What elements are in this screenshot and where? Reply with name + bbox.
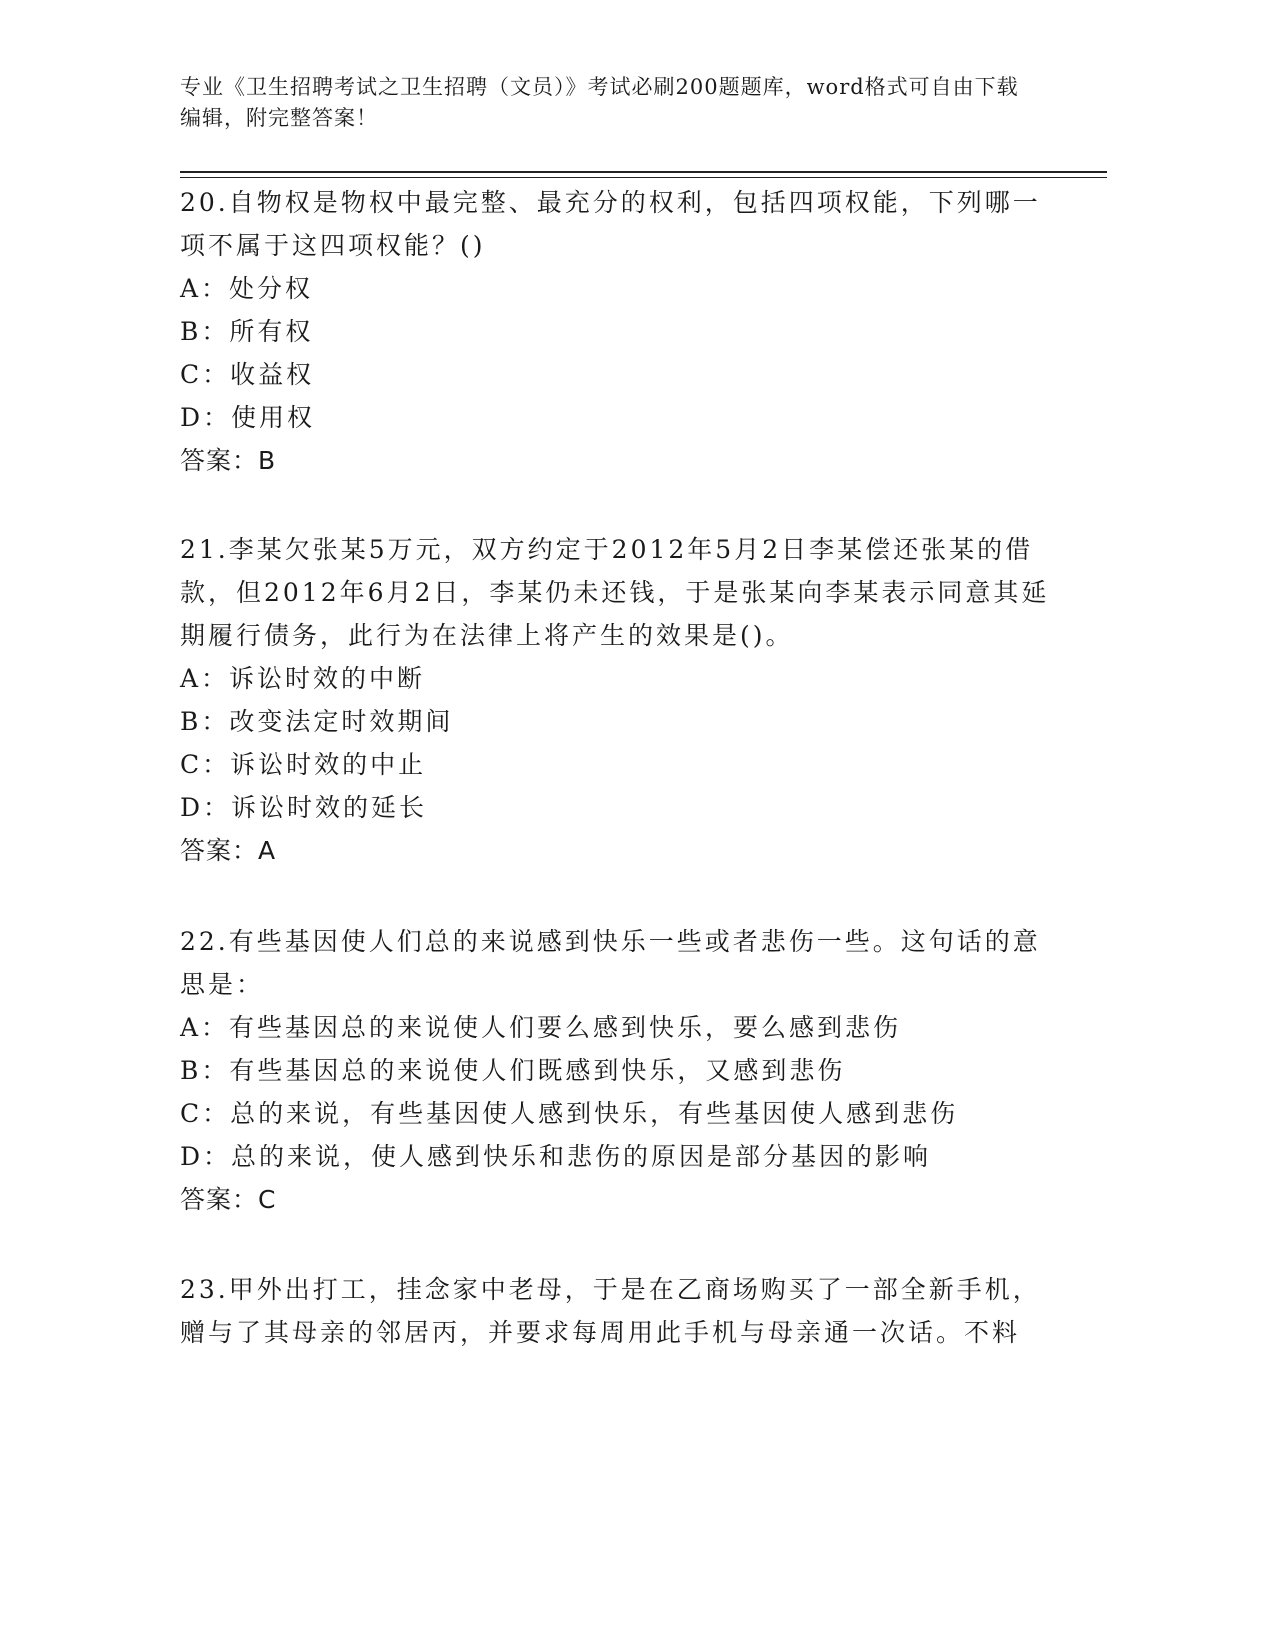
answer: 答案：B <box>180 446 277 475</box>
question-21 <box>180 528 1050 872</box>
option-b: B：所有权 <box>180 317 314 346</box>
option-c: C：总的来说，有些基因使人感到快乐，有些基因使人感到悲伤 <box>180 1099 959 1128</box>
question-stem: 21.李某欠张某5万元，双方约定于2012年5月2日李某偿还张某的借款，但2012年6月2日，李某仍未还钱，于是张某向李某表示同意其延期履行债务，此行为在法律上将产生的效果是()。 <box>180 535 1050 650</box>
option-d: D：使用权 <box>180 403 316 432</box>
option-a: A：处分权 <box>180 274 314 303</box>
question-stem: 20.自物权是物权中最完整、最充分的权利，包括四项权能，下列哪一项不属于这四项权能？() <box>180 188 1041 260</box>
question-23 <box>180 1268 1050 1354</box>
document-header: 专业《卫生招聘考试之卫生招聘（文员）》考试必刷200题题库，word格式可自由下载编辑，附完整答案！ <box>180 75 1019 130</box>
option-d: D：总的来说，使人感到快乐和悲伤的原因是部分基因的影响 <box>180 1142 932 1171</box>
option-b: B：有些基因总的来说使人们既感到快乐，又感到悲伤 <box>180 1056 846 1085</box>
option-b: B：改变法定时效期间 <box>180 707 454 736</box>
answer: 答案：A <box>180 836 277 865</box>
question-22 <box>180 920 1050 1221</box>
option-c: C：诉讼时效的中止 <box>180 750 427 779</box>
option-a: A：诉讼时效的中断 <box>180 664 426 693</box>
header-divider <box>180 171 1107 173</box>
question-stem: 23.甲外出打工，挂念家中老母，于是在乙商场购买了一部全新手机，赠与了其母亲的邻居丙，并要求每周用此手机与母亲通一次话。不料 <box>180 1275 1041 1347</box>
option-d: D：诉讼时效的延长 <box>180 793 428 822</box>
option-a: A：有些基因总的来说使人们要么感到快乐，要么感到悲伤 <box>180 1013 902 1042</box>
header-divider-thin <box>180 177 1107 178</box>
option-c: C：收益权 <box>180 360 315 389</box>
question-stem: 22.有些基因使人们总的来说感到快乐一些或者悲伤一些。这句话的意思是： <box>180 927 1041 999</box>
question-20 <box>180 181 1050 482</box>
answer: 答案：C <box>180 1185 277 1214</box>
